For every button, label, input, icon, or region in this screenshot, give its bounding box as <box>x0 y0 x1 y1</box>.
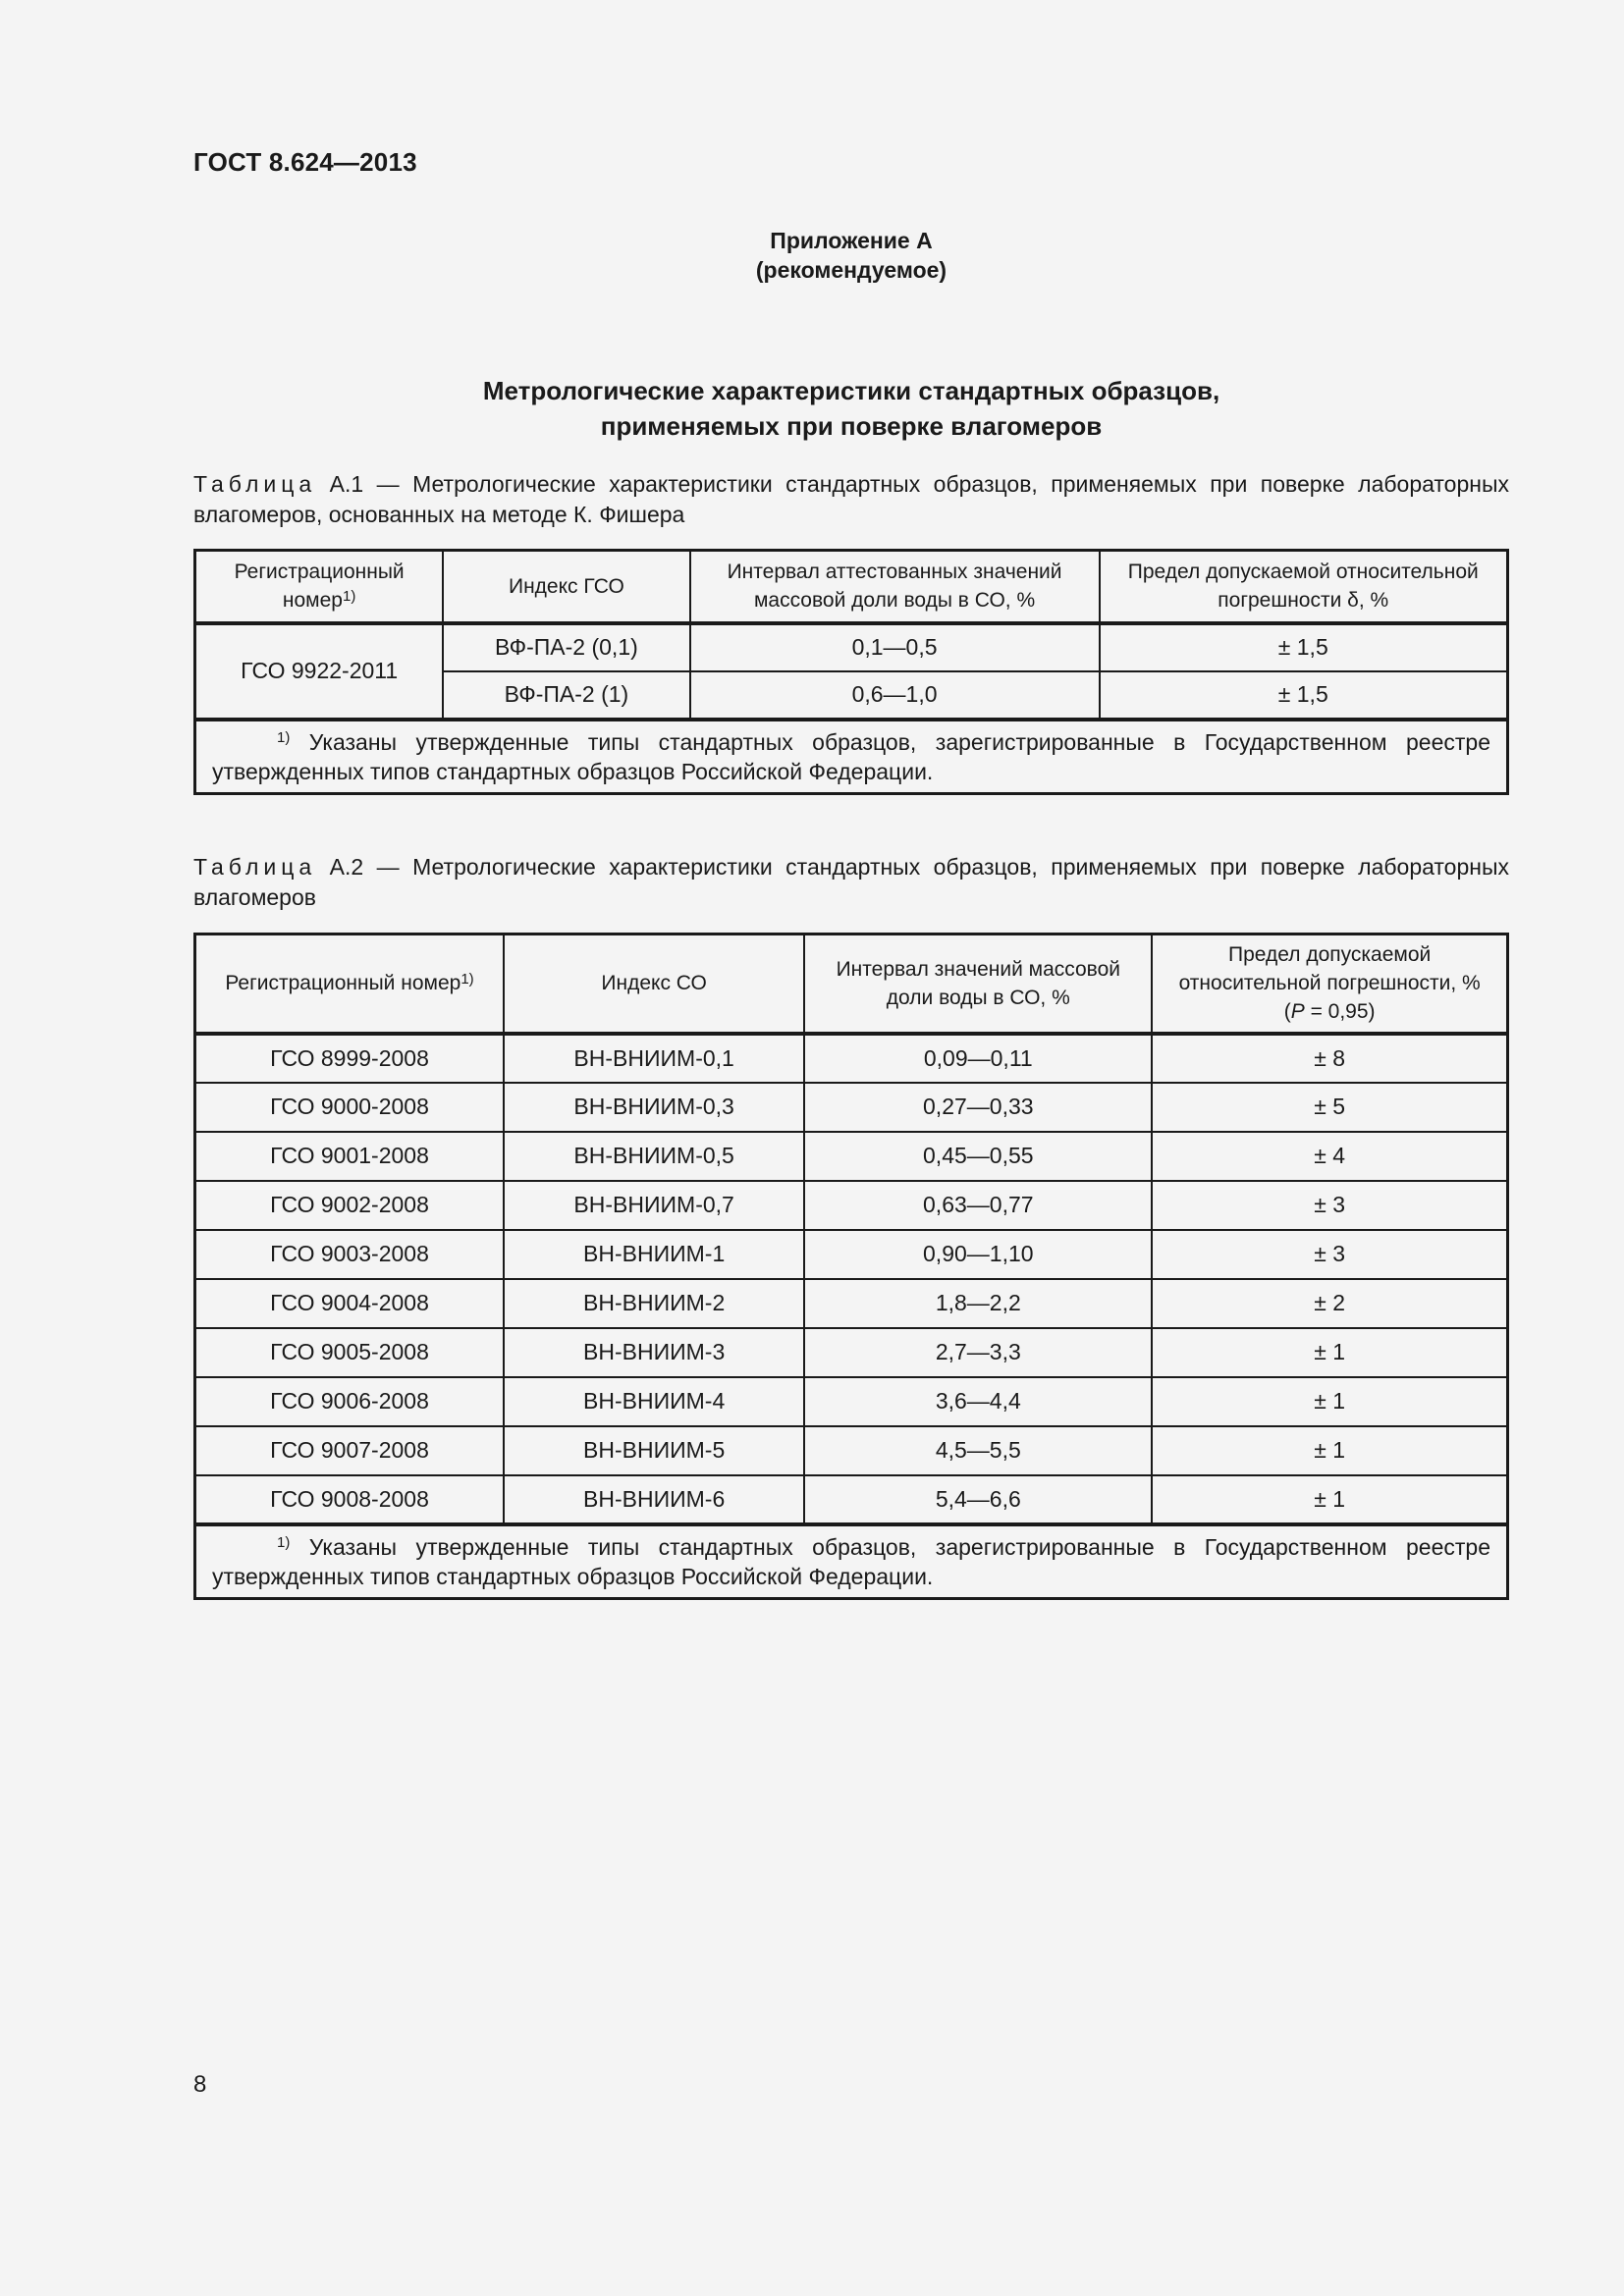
table-2-limit-cell: ± 2 <box>1152 1279 1507 1328</box>
table-1-footnote <box>195 720 1508 794</box>
page-number: 8 <box>193 2071 207 2098</box>
table-1-caption-text: А.1 — Метрологические характеристики стандартных образцов, применяемых при поверке лабораторных влагомеров, основанных на методе К. Фишера <box>193 471 1509 527</box>
table-1-footnote-row <box>195 720 1508 794</box>
table-2-interval-cell: 2,7—3,3 <box>804 1328 1152 1377</box>
table-2-footnote-text: Указаны утвержденные типы стандартных образцов, зарегистрированные в Государственном реестре утвержденных типов стандартных образцов Российской Федерации. <box>212 1533 1490 1589</box>
table-2-interval-cell: 0,63—0,77 <box>804 1181 1152 1230</box>
table-row <box>195 1230 1508 1279</box>
table-2-header-limit: Предел допускаемой относительной погрешности, % (P = 0,95) <box>1152 934 1507 1034</box>
table-2 <box>193 933 1509 1600</box>
table-2-caption <box>193 852 1509 913</box>
table-2-reg-number-cell: ГСО 9003-2008 <box>195 1230 504 1279</box>
table-2-header-reg-number: Регистрационный номер$^{1)}$ <box>195 934 504 1034</box>
section-title-line-1: Метрологические характеристики стандартных образцов, <box>482 376 1220 405</box>
table-1-header-limit: Предел допускаемой относительной погрешности δ, % <box>1100 551 1508 623</box>
table-1-reg-number-cell: ГСО 9922-2011 <box>195 623 444 720</box>
table-1-interval-cell: 0,1—0,5 <box>690 623 1100 671</box>
table-1-limit-cell: ± 1,5 <box>1100 671 1508 720</box>
table-2-reg-number-cell: ГСО 9000-2008 <box>195 1083 504 1132</box>
footnote-marker: 1) <box>460 971 474 988</box>
table-1-index-cell: ВФ-ПА-2 (1) <box>443 671 689 720</box>
table-2-interval-cell: 3,6—4,4 <box>804 1377 1152 1426</box>
table-1-header-index: Индекс ГСО <box>443 551 689 623</box>
table-2-footnote-row <box>195 1524 1508 1599</box>
table-2-index-cell: ВН-ВНИИМ-0,1 <box>504 1034 804 1083</box>
appendix-title: Приложение А <box>770 228 933 253</box>
table-2-interval-cell: 4,5—5,5 <box>804 1426 1152 1475</box>
table-2-header-interval: Интервал значений массовой доли воды в СО, % <box>804 934 1152 1034</box>
table-row <box>195 1475 1508 1524</box>
table-2-index-cell: ВН-ВНИИМ-6 <box>504 1475 804 1524</box>
table-2-reg-number-cell: ГСО 9008-2008 <box>195 1475 504 1524</box>
table-2-index-cell: ВН-ВНИИМ-0,3 <box>504 1083 804 1132</box>
table-2-interval-cell: 5,4—6,6 <box>804 1475 1152 1524</box>
table-2-interval-cell: 0,45—0,55 <box>804 1132 1152 1181</box>
table-row <box>195 1083 1508 1132</box>
table-2-interval-cell: 1,8—2,2 <box>804 1279 1152 1328</box>
table-2-reg-number-cell: ГСО 9004-2008 <box>195 1279 504 1328</box>
table-1 <box>193 549 1509 795</box>
table-1-header-interval: Интервал аттестованных значений массовой доли воды в СО, % <box>690 551 1100 623</box>
table-2-reg-number-cell: ГСО 9005-2008 <box>195 1328 504 1377</box>
table-2-limit-cell: ± 1 <box>1152 1426 1507 1475</box>
table-2-index-cell: ВН-ВНИИМ-0,5 <box>504 1132 804 1181</box>
table-2-interval-cell: 0,27—0,33 <box>804 1083 1152 1132</box>
table-2-reg-number-cell: ГСО 9007-2008 <box>195 1426 504 1475</box>
table-1-caption-label: Таблица <box>193 471 317 497</box>
table-2-reg-number-cell: ГСО 9001-2008 <box>195 1132 504 1181</box>
table-2-index-cell: ВН-ВНИИМ-2 <box>504 1279 804 1328</box>
table-2-limit-cell: ± 1 <box>1152 1475 1507 1524</box>
table-1-limit-cell: ± 1,5 <box>1100 623 1508 671</box>
table-2-limit-cell: ± 3 <box>1152 1181 1507 1230</box>
table-1-caption <box>193 469 1509 530</box>
table-row <box>195 1181 1508 1230</box>
table-2-index-cell: ВН-ВНИИМ-5 <box>504 1426 804 1475</box>
table-2-limit-cell: ± 1 <box>1152 1377 1507 1426</box>
table-1-header-row <box>195 551 1508 623</box>
table-2-caption-label: Таблица <box>193 854 317 880</box>
table-row <box>195 1132 1508 1181</box>
section-title-line-2: применяемых при поверке влагомеров <box>600 411 1103 441</box>
table-row <box>195 1279 1508 1328</box>
appendix-status: (рекомендуемое) <box>755 257 947 283</box>
table-2-reg-number-cell: ГСО 9006-2008 <box>195 1377 504 1426</box>
table-2-index-cell: ВН-ВНИИМ-3 <box>504 1328 804 1377</box>
table-row <box>195 1426 1508 1475</box>
footnote-marker: 1) <box>277 1533 291 1551</box>
table-2-interval-cell: 0,09—0,11 <box>804 1034 1152 1083</box>
section-title <box>0 373 1624 444</box>
table-2-header-row <box>195 934 1508 1034</box>
footnote-marker: 1) <box>342 588 356 606</box>
table-row <box>195 1328 1508 1377</box>
table-2-index-cell: ВН-ВНИИМ-1 <box>504 1230 804 1279</box>
table-row <box>195 1034 1508 1083</box>
table-row <box>195 623 1508 671</box>
table-2-limit-cell: ± 1 <box>1152 1328 1507 1377</box>
table-1-header-reg-number: Регистрационный номер$^{1)}$ <box>195 551 444 623</box>
probability-symbol: P <box>1290 1000 1305 1024</box>
table-2-reg-number-cell: ГСО 9002-2008 <box>195 1181 504 1230</box>
appendix-heading <box>0 226 1624 285</box>
table-2-index-cell: ВН-ВНИИМ-0,7 <box>504 1181 804 1230</box>
table-2-limit-cell: ± 4 <box>1152 1132 1507 1181</box>
table-2-header-index: Индекс СО <box>504 934 804 1034</box>
table-1-footnote-text: Указаны утвержденные типы стандартных образцов, зарегистрированные в Государственном реестре утвержденных типов стандартных образцов Российской Федерации. <box>212 728 1490 784</box>
table-2-limit-cell: ± 8 <box>1152 1034 1507 1083</box>
table-1-index-cell: ВФ-ПА-2 (0,1) <box>443 623 689 671</box>
table-2-index-cell: ВН-ВНИИМ-4 <box>504 1377 804 1426</box>
table-2-reg-number-cell: ГСО 8999-2008 <box>195 1034 504 1083</box>
table-2-caption-text: А.2 — Метрологические характеристики стандартных образцов, применяемых при поверке лабораторных влагомеров <box>193 854 1509 910</box>
footnote-marker: 1) <box>277 728 291 746</box>
table-2-interval-cell: 0,90—1,10 <box>804 1230 1152 1279</box>
document-id: ГОСТ 8.624—2013 <box>193 147 417 177</box>
table-2-limit-cell: ± 3 <box>1152 1230 1507 1279</box>
table-2-limit-cell: ± 5 <box>1152 1083 1507 1132</box>
table-2-footnote <box>195 1524 1508 1599</box>
table-1-interval-cell: 0,6—1,0 <box>690 671 1100 720</box>
table-row <box>195 1377 1508 1426</box>
